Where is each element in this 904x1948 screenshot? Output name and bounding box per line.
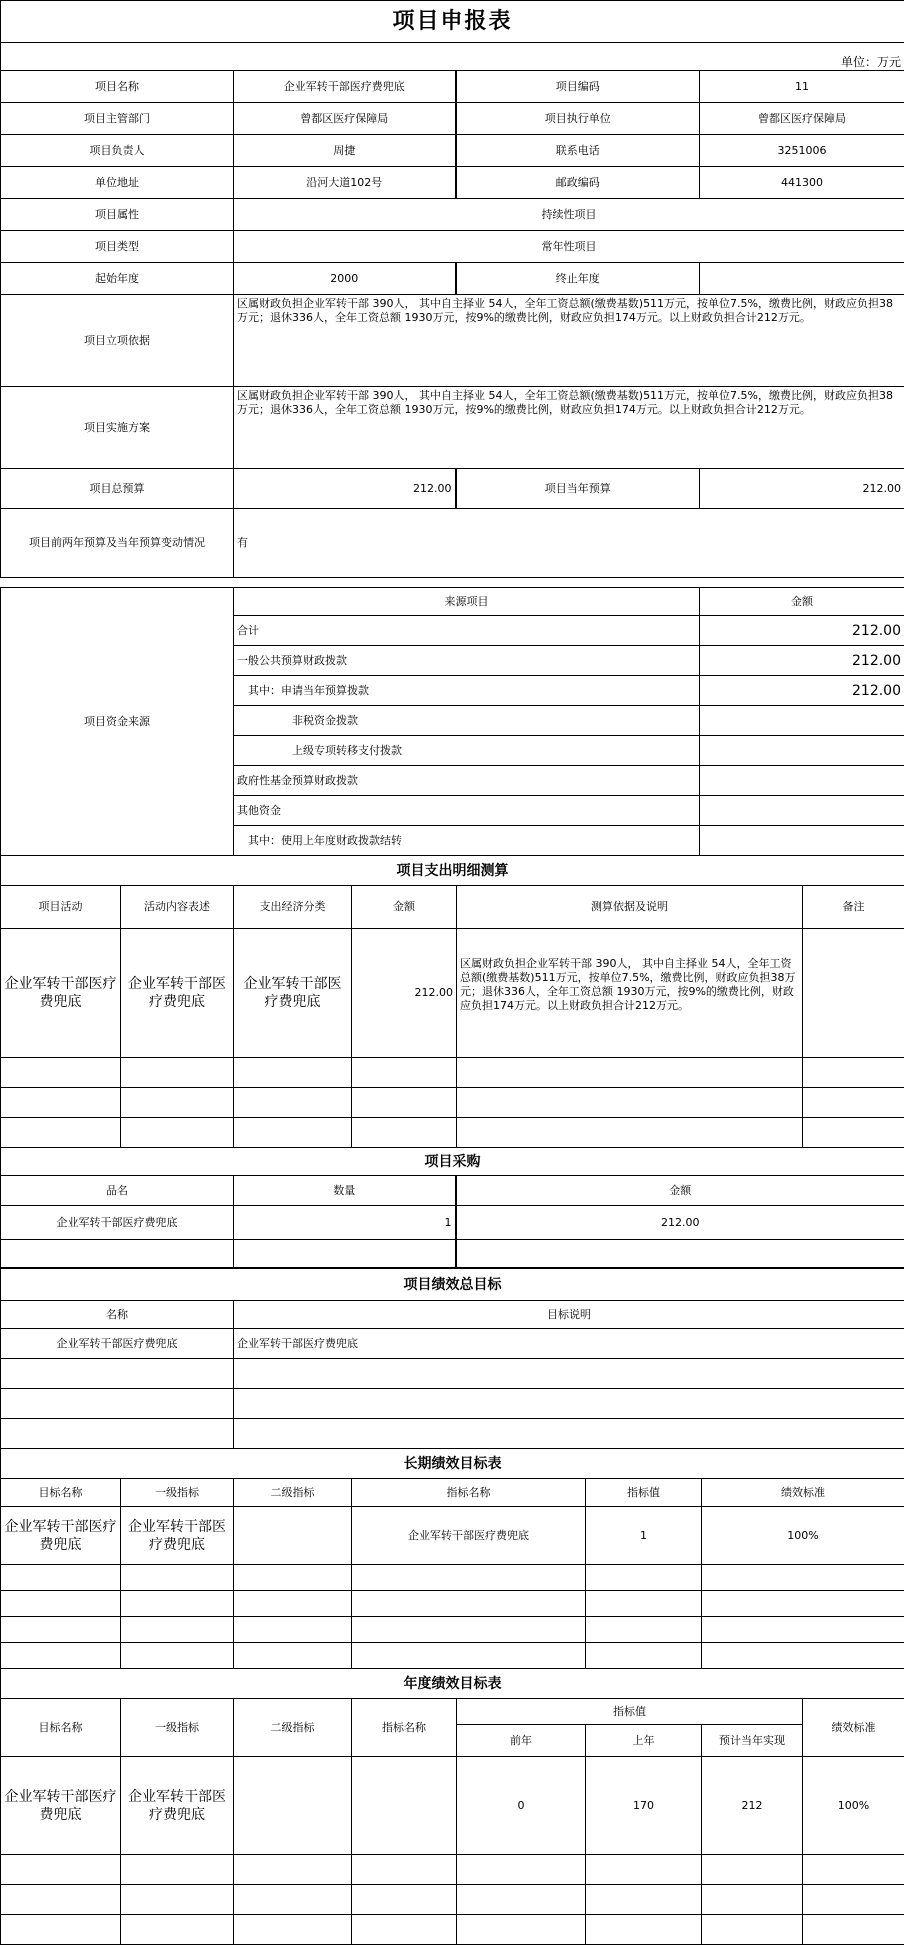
funding-table bbox=[0, 587, 904, 856]
long-goal-value: 1 bbox=[586, 1507, 702, 1565]
annual-goal-head-target: 目标名称 bbox=[1, 1699, 121, 1757]
annual-goal-head-cur: 预计当年实现 bbox=[702, 1725, 803, 1757]
expense-table bbox=[0, 855, 904, 1148]
annual-goal-ind2 bbox=[234, 1757, 352, 1855]
address-value: 沿河大道102号 bbox=[234, 167, 456, 199]
purchase-head-name: 品名 bbox=[1, 1176, 234, 1206]
funding-row-name: 非税资金拨款 bbox=[234, 706, 700, 736]
expense-head-basis: 测算依据及说明 bbox=[457, 886, 803, 929]
annual-goal-head-prev2: 前年 bbox=[457, 1725, 586, 1757]
overall-goal-table bbox=[0, 1268, 904, 1449]
annual-goal-section-title: 年度绩效目标表 bbox=[1, 1669, 904, 1699]
funding-row-amount bbox=[700, 796, 904, 826]
annual-goal-head-std: 绩效标准 bbox=[803, 1699, 904, 1757]
total-budget-label: 项目总预算 bbox=[1, 469, 234, 509]
purchase-amount: 212.00 bbox=[456, 1206, 904, 1240]
type-value: 常年性项目 bbox=[234, 231, 904, 263]
annual-goal-prev2: 0 bbox=[457, 1757, 586, 1855]
total-budget-value: 212.00 bbox=[234, 469, 456, 509]
year-budget-label: 项目当年预算 bbox=[456, 469, 700, 509]
expense-head-econ: 支出经济分类 bbox=[234, 886, 352, 929]
overall-goal-desc: 企业军转干部医疗费兜底 bbox=[234, 1329, 904, 1359]
expense-head-content: 活动内容表述 bbox=[121, 886, 234, 929]
postcode-value: 441300 bbox=[700, 167, 904, 199]
phone-label: 联系电话 bbox=[456, 135, 700, 167]
basis-label: 项目立项依据 bbox=[1, 295, 234, 387]
long-goal-std: 100% bbox=[702, 1507, 904, 1565]
person-label: 项目负责人 bbox=[1, 135, 234, 167]
unit-label: 单位：万元 bbox=[1, 43, 904, 71]
purchase-qty: 1 bbox=[234, 1206, 456, 1240]
long-goal-indname: 企业军转干部医疗费兜底 bbox=[352, 1507, 586, 1565]
long-goal-head-std: 绩效标准 bbox=[702, 1479, 904, 1507]
annual-goal-prev: 170 bbox=[586, 1757, 702, 1855]
purchase-section-title: 项目采购 bbox=[1, 1148, 904, 1176]
funding-head-source: 来源项目 bbox=[234, 588, 700, 616]
start-year-label: 起始年度 bbox=[1, 263, 234, 295]
funding-head-amount: 金额 bbox=[700, 588, 904, 616]
basis-text: 区属财政负担企业军转干部 390人， 其中自主择业 54人，全年工资总额(缴费基数)511万元，按单位7.5%，缴费比例，财政应负担38万元；退休336人，全年工资总额 1930万元，按9%的缴费比例，财政应负担174万元。以上财政负担合计212万元。 bbox=[234, 295, 904, 387]
info-table bbox=[0, 0, 904, 578]
long-goal-head-ind1: 一级指标 bbox=[121, 1479, 234, 1507]
person-value: 周捷 bbox=[234, 135, 456, 167]
funding-row-name: 合计 bbox=[234, 616, 700, 646]
long-goal-table bbox=[0, 1448, 904, 1669]
project-name-value: 企业军转干部医疗费兜底 bbox=[234, 71, 456, 103]
expense-content: 企业军转干部医疗费兜底 bbox=[121, 929, 234, 1058]
end-year-label: 终止年度 bbox=[456, 263, 700, 295]
long-goal-head-value: 指标值 bbox=[586, 1479, 702, 1507]
funding-row-amount bbox=[700, 736, 904, 766]
long-goal-head-ind2: 二级指标 bbox=[234, 1479, 352, 1507]
dept-label: 项目主管部门 bbox=[1, 103, 234, 135]
attr-value: 持续性项目 bbox=[234, 199, 904, 231]
end-year-value bbox=[700, 263, 904, 295]
annual-goal-head-ind1: 一级指标 bbox=[121, 1699, 234, 1757]
expense-activity: 企业军转干部医疗费兜底 bbox=[1, 929, 121, 1058]
project-code-label: 项目编码 bbox=[456, 71, 700, 103]
phone-value: 3251006 bbox=[700, 135, 904, 167]
project-code-value: 11 bbox=[700, 71, 904, 103]
annual-goal-indname bbox=[352, 1757, 457, 1855]
annual-goal-target: 企业军转干部医疗费兜底 bbox=[1, 1757, 121, 1855]
funding-row-name: 其中：申请当年预算拨款 bbox=[234, 676, 700, 706]
year-budget-value: 212.00 bbox=[700, 469, 904, 509]
exec-unit-label: 项目执行单位 bbox=[456, 103, 700, 135]
funding-row-amount: 212.00 bbox=[700, 646, 904, 676]
purchase-name: 企业军转干部医疗费兜底 bbox=[1, 1206, 234, 1240]
annual-goal-head-indname: 指标名称 bbox=[352, 1699, 457, 1757]
long-goal-section-title: 长期绩效目标表 bbox=[1, 1449, 904, 1479]
expense-head-amount: 金额 bbox=[352, 886, 457, 929]
change-label: 项目前两年预算及当年预算变动情况 bbox=[1, 509, 234, 578]
postcode-label: 邮政编码 bbox=[456, 167, 700, 199]
address-label: 单位地址 bbox=[1, 167, 234, 199]
annual-goal-table bbox=[0, 1668, 904, 1945]
annual-goal-head-prev: 上年 bbox=[586, 1725, 702, 1757]
expense-econ: 企业军转干部医疗费兜底 bbox=[234, 929, 352, 1058]
change-value: 有 bbox=[234, 509, 904, 578]
long-goal-head-target: 目标名称 bbox=[1, 1479, 121, 1507]
funding-row-name: 其他资金 bbox=[234, 796, 700, 826]
annual-goal-head-ind2: 二级指标 bbox=[234, 1699, 352, 1757]
overall-goal-name: 企业军转干部医疗费兜底 bbox=[1, 1329, 234, 1359]
funding-label: 项目资金来源 bbox=[1, 588, 234, 856]
funding-row-amount: 212.00 bbox=[700, 676, 904, 706]
expense-section-title: 项目支出明细测算 bbox=[1, 856, 904, 886]
page-title: 项目申报表 bbox=[1, 1, 904, 43]
funding-row-name: 政府性基金预算财政拨款 bbox=[234, 766, 700, 796]
expense-head-activity: 项目活动 bbox=[1, 886, 121, 929]
funding-row-amount bbox=[700, 706, 904, 736]
plan-text: 区属财政负担企业军转干部 390人， 其中自主择业 54人，全年工资总额(缴费基数)511万元，按单位7.5%，缴费比例，财政应负担38万元；退休336人，全年工资总额 1930万元，按9%的缴费比例，财政应负担174万元。以上财政负担合计212万元。 bbox=[234, 387, 904, 469]
long-goal-head-indname: 指标名称 bbox=[352, 1479, 586, 1507]
funding-row-name: 一般公共预算财政拨款 bbox=[234, 646, 700, 676]
annual-goal-ind1: 企业军转干部医疗费兜底 bbox=[121, 1757, 234, 1855]
start-year-value: 2000 bbox=[234, 263, 456, 295]
annual-goal-cur: 212 bbox=[702, 1757, 803, 1855]
annual-goal-std: 100% bbox=[803, 1757, 904, 1855]
exec-unit-value: 曾都区医疗保障局 bbox=[700, 103, 904, 135]
overall-goal-head-desc: 目标说明 bbox=[234, 1301, 904, 1329]
funding-row-amount bbox=[700, 826, 904, 856]
long-goal-target: 企业军转干部医疗费兜底 bbox=[1, 1507, 121, 1565]
funding-row-name: 上级专项转移支付拨款 bbox=[234, 736, 700, 766]
long-goal-ind2 bbox=[234, 1507, 352, 1565]
funding-row-amount: 212.00 bbox=[700, 616, 904, 646]
expense-basis: 区属财政负担企业军转干部 390人， 其中自主择业 54人，全年工资总额(缴费基数)511万元，按单位7.5%，缴费比例，财政应负担38万元；退休336人，全年工资总额 1930万元，按9%的缴费比例，财政应负担174万元。以上财政负担合计212万元。 bbox=[457, 929, 803, 1058]
purchase-head-qty: 数量 bbox=[234, 1176, 456, 1206]
overall-goal-head-name: 名称 bbox=[1, 1301, 234, 1329]
project-name-label: 项目名称 bbox=[1, 71, 234, 103]
long-goal-ind1: 企业军转干部医疗费兜底 bbox=[121, 1507, 234, 1565]
annual-goal-head-value: 指标值 bbox=[457, 1699, 803, 1725]
funding-row-name: 其中：使用上年度财政拨款结转 bbox=[234, 826, 700, 856]
attr-label: 项目属性 bbox=[1, 199, 234, 231]
dept-value: 曾都区医疗保障局 bbox=[234, 103, 456, 135]
purchase-head-amount: 金额 bbox=[456, 1176, 904, 1206]
expense-head-note: 备注 bbox=[803, 886, 904, 929]
funding-row-amount bbox=[700, 766, 904, 796]
expense-amount: 212.00 bbox=[352, 929, 457, 1058]
overall-goal-section-title: 项目绩效总目标 bbox=[1, 1269, 904, 1301]
plan-label: 项目实施方案 bbox=[1, 387, 234, 469]
type-label: 项目类型 bbox=[1, 231, 234, 263]
expense-note bbox=[803, 929, 904, 1058]
purchase-table bbox=[0, 1147, 904, 1268]
